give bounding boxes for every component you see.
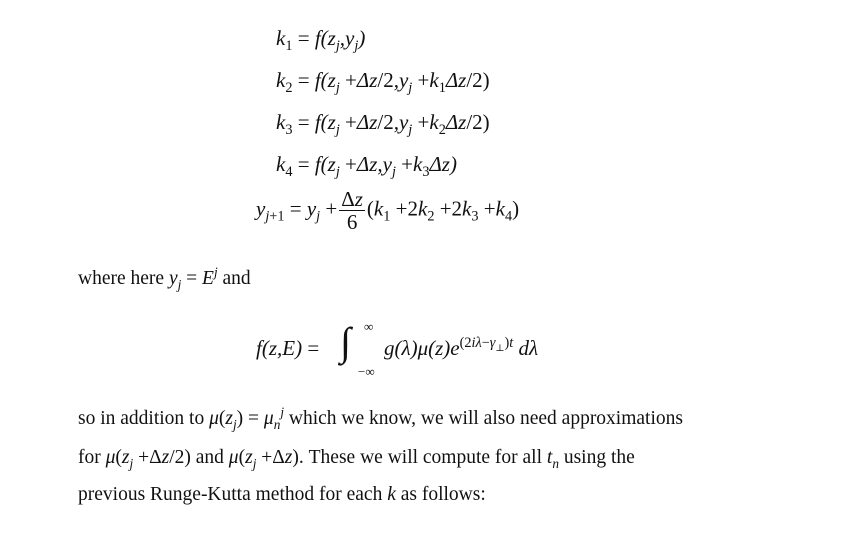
- paragraph-line-2: for $\mu(z_j +\Delta z/2)$ and $\mu(z_j +\Delta z)$. These we will compute for all $t_n$ using the: [78, 447, 635, 471]
- para2-text-d: using the: [558, 447, 635, 468]
- equation-k2: $k_2 = f(z_j +\Delta z/2,y_j +k_1\Delta z/2)$: [276, 68, 490, 97]
- equation-integrand: $g(\lambda)\mu(z)e^{(2i\lambda-\gamma_\perp)t}$ dλ: [384, 335, 539, 360]
- paragraph-line-1: so in addition to $\mu(z_j) = \mu_n^j$ which we know, we will also need approximations: [78, 404, 683, 432]
- para1-text-a: so in addition to: [78, 408, 210, 429]
- para3-text-a: previous Runge-Kutta method for each: [78, 484, 388, 505]
- where-line: where here $y_j = E^j$ and: [78, 264, 251, 292]
- fraction-dz-over-6: $\frac{\Delta z}{6}$: [341, 187, 363, 234]
- equation-integral: f(z,E) =: [256, 336, 320, 360]
- para2-text-a: for: [78, 447, 106, 468]
- and-word: and: [217, 268, 251, 289]
- integral-lower-limit: −∞: [358, 364, 375, 379]
- para2-text-c: . These we will compute for all: [298, 447, 547, 468]
- para3-text-b: as follows:: [395, 484, 486, 505]
- where-prefix: where here: [78, 268, 169, 289]
- equation-y-next: $y_{j+1} = y_j$ + $\frac{\Delta z}{6}$ $(k_1 +2k_2 +2k_3 +k_4)$: [256, 187, 520, 234]
- para2-text-b: and: [190, 447, 229, 468]
- equation-k4: $k_4 = f(z_j +\Delta z,y_j +k_3\Delta z)$: [276, 152, 457, 181]
- equation-k1: $k_1 = f(z_j,y_j)$: [276, 26, 366, 55]
- integral-upper-limit: ∞: [364, 319, 374, 334]
- integral-sign: ∫: [340, 319, 351, 364]
- para1-text-b: which we know, we will also need approximations: [284, 408, 683, 429]
- paragraph-line-3: previous Runge-Kutta method for each k as follows:: [78, 484, 486, 505]
- equation-k3: $k_3 = f(z_j +\Delta z/2,y_j +k_2\Delta z/2)$: [276, 110, 490, 139]
